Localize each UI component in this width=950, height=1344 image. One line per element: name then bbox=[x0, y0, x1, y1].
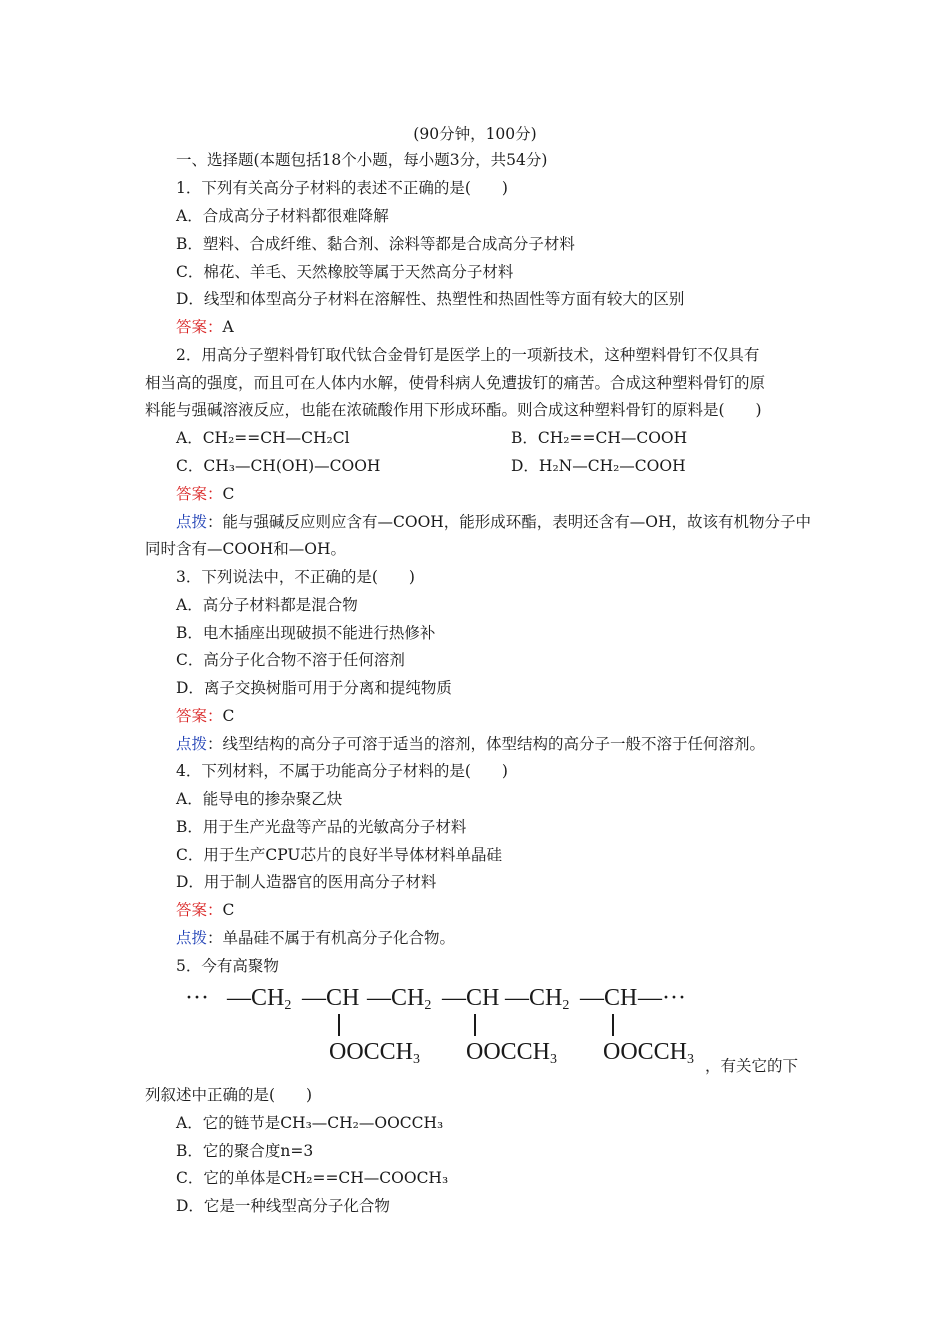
chain-ch2-2: $—CH_2$ bbox=[367, 985, 432, 1013]
side-group-1: $OOCCH_3$ bbox=[329, 1039, 421, 1067]
q4-option-c: C．用于生产CPU芯片的良好半导体材料单晶硅 bbox=[176, 846, 502, 864]
hint-text: ：线型结构的高分子可溶于适当的溶剂，体型结构的高分子一般不溶于任何溶剂。 bbox=[207, 735, 766, 753]
q5-stem-tail: ，有关它的下 bbox=[705, 1057, 799, 1075]
q3-stem: 3．下列说法中，不正确的是( ) bbox=[176, 568, 415, 586]
q1-option-a: A．合成高分子材料都很难降解 bbox=[176, 207, 389, 225]
q1-option-b: B．塑料、合成纤维、黏合剂、涂料等都是合成高分子材料 bbox=[176, 235, 575, 253]
q2-stem-line-2: 相当高的强度，而且可在人体内水解，使骨科病人免遭拔钉的痛苦。合成这种塑料骨钉的原 bbox=[145, 374, 766, 392]
answer-label: 答案： bbox=[176, 901, 223, 919]
bond-line-3 bbox=[612, 1014, 614, 1036]
q5-stem-line-2: 列叙述中正确的是( ) bbox=[145, 1086, 313, 1104]
answer-value: C bbox=[222, 901, 235, 919]
q3-hint bbox=[176, 734, 765, 754]
q2-hint-line-2: 同时含有—COOH和—OH。 bbox=[145, 540, 347, 558]
section-title: 一、选择题(本题包括18个小题，每小题3分，共54分) bbox=[176, 151, 548, 169]
answer-label: 答案： bbox=[176, 485, 223, 503]
hint-text: ：能与强碱反应则应含有—COOH，能形成环酯，表明还含有—OH，故该有机物分子中 bbox=[207, 513, 812, 531]
q5-option-a: A．它的链节是CH₃—CH₂—OOCCH₃ bbox=[176, 1114, 444, 1132]
chain-ch-3: —CH bbox=[580, 985, 638, 1011]
q4-stem: 4．下列材料，不属于功能高分子材料的是( ) bbox=[176, 762, 508, 780]
chain-ch2-3: $—CH_2$ bbox=[505, 985, 570, 1013]
q3-option-c: C．高分子化合物不溶于任何溶剂 bbox=[176, 651, 405, 669]
bond-line-1 bbox=[338, 1014, 340, 1036]
q1-answer bbox=[176, 317, 234, 337]
q2-option-c: C．CH₃—CH(OH)—COOH bbox=[176, 457, 381, 475]
q2-answer bbox=[176, 484, 234, 504]
time-score-header: (90分钟，100分) bbox=[413, 125, 537, 143]
hint-label: 点拨 bbox=[176, 929, 208, 947]
chain-ch-1: —CH bbox=[302, 985, 360, 1011]
answer-label: 答案： bbox=[176, 318, 223, 336]
q3-option-d: D．离子交换树脂可用于分离和提纯物质 bbox=[176, 679, 452, 697]
q2-option-a: A．CH₂==CH—CH₂Cl bbox=[176, 429, 350, 447]
q4-option-d: D．用于制人造器官的医用高分子材料 bbox=[176, 873, 437, 891]
side-group-2: $OOCCH_3$ bbox=[466, 1039, 558, 1067]
q1-option-d: D．线型和体型高分子材料在溶解性、热塑性和热固性等方面有较大的区别 bbox=[176, 290, 685, 308]
bond-line-2 bbox=[474, 1014, 476, 1036]
answer-label: 答案： bbox=[176, 707, 223, 725]
hint-label: 点拨 bbox=[176, 513, 208, 531]
answer-value: A bbox=[222, 318, 234, 336]
q3-answer bbox=[176, 706, 234, 726]
q3-option-b: B．电木插座出现破损不能进行热修补 bbox=[176, 624, 436, 642]
hint-text: ：单晶硅不属于有机高分子化合物。 bbox=[207, 929, 456, 947]
q5-option-b: B．它的聚合度n=3 bbox=[176, 1142, 314, 1160]
q4-option-b: B．用于生产光盘等产品的光敏高分子材料 bbox=[176, 818, 467, 836]
q2-option-b: B．CH₂==CH—COOH bbox=[511, 429, 688, 447]
side-group-3: $OOCCH_3$ bbox=[603, 1039, 695, 1067]
chain-dots-right: —··· bbox=[638, 985, 686, 1011]
hint-label: 点拨 bbox=[176, 735, 208, 753]
q5-option-d: D．它是一种线型高分子化合物 bbox=[176, 1197, 390, 1215]
q3-option-a: A．高分子材料都是混合物 bbox=[176, 596, 358, 614]
answer-value: C bbox=[222, 707, 235, 725]
answer-value: C bbox=[222, 485, 235, 503]
q1-option-c: C．棉花、羊毛、天然橡胶等属于天然高分子材料 bbox=[176, 263, 514, 281]
polymer-structure-formula bbox=[185, 982, 705, 1072]
q2-stem-line-3: 料能与强碱溶液反应，也能在浓硫酸作用下形成环酯。则合成这种塑料骨钉的原料是( ) bbox=[145, 401, 762, 419]
q2-hint-line-1 bbox=[176, 512, 811, 532]
q2-stem-line-1: 2．用高分子塑料骨钉取代钛合金骨钉是医学上的一项新技术，这种塑料骨钉不仅具有 bbox=[176, 346, 760, 364]
q1-stem: 1．下列有关高分子材料的表述不正确的是( ) bbox=[176, 179, 508, 197]
chain-ch2-1: $—CH_2$ bbox=[227, 985, 292, 1013]
q4-option-a: A．能导电的掺杂聚乙炔 bbox=[176, 790, 343, 808]
q4-answer bbox=[176, 900, 234, 920]
q5-stem: 5．今有高聚物 bbox=[176, 957, 279, 975]
chain-dots-left: ··· bbox=[185, 985, 209, 1011]
q5-option-c: C．它的单体是CH₂==CH—COOCH₃ bbox=[176, 1169, 449, 1187]
q4-hint bbox=[176, 928, 455, 948]
chain-ch-2: —CH bbox=[442, 985, 500, 1011]
q2-option-d: D．H₂N—CH₂—COOH bbox=[511, 457, 686, 475]
